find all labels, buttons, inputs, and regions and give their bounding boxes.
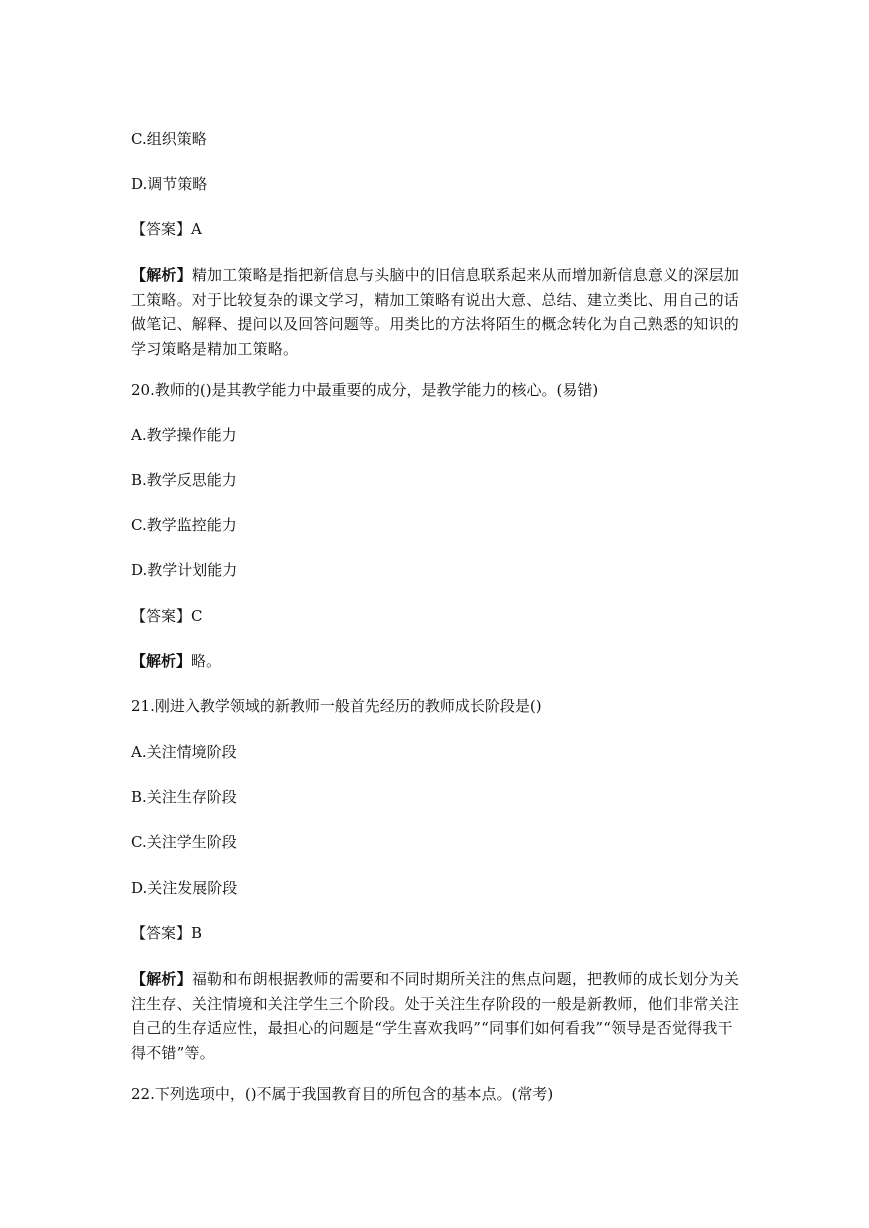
explanation-text: 福勒和布朗根据教师的需要和不同时期所关注的焦点问题，把教师的成长划分为关注生存、关注情境和关注学生三个阶段。处于关注生存阶段的一般是新教师，他们非常关注自己的生存适应性，最担心的问题是“学生喜欢我吗”“同事们如何看我”“领导是否觉得我干得不错”等。 [131,970,740,1062]
answer: 【答案】B [131,924,203,942]
explanation [131,967,743,1065]
option-c: C.教学监控能力 [131,516,237,534]
explanation [131,263,743,361]
option-d: D.教学计划能力 [131,561,238,579]
explanation-text: 精加工策略是指把新信息与头脑中的旧信息联系起来从而增加新信息意义的深层加工策略。对于比较复杂的课文学习，精加工策略有说出大意、总结、建立类比、用自己的话做笔记、解释、提问以及回答问题等。用类比的方法将陌生的概念转化为自己熟悉的知识的学习策略是精加工策略。 [131,266,740,358]
explanation-text: 略。 [191,652,222,670]
explanation-label: 【解析】 [131,652,192,670]
option-b: B.教学反思能力 [131,471,237,489]
question-22: 22.下列选项中，()不属于我国教育目的所包含的基本点。(常考) [131,1085,554,1103]
option-c: C.组织策略 [131,130,207,148]
answer: 【答案】C [131,607,203,625]
option-d: D.关注发展阶段 [131,879,238,897]
option-c: C.关注学生阶段 [131,833,237,851]
explanation [131,650,741,673]
option-a: A.关注情境阶段 [131,743,237,761]
explanation-label: 【解析】 [131,266,192,284]
option-b: B.关注生存阶段 [131,788,237,806]
question-21: 21.刚进入教学领域的新教师一般首先经历的教师成长阶段是() [131,697,542,715]
option-d: D.调节策略 [131,175,208,193]
answer: 【答案】A [131,220,202,238]
option-a: A.教学操作能力 [131,426,237,444]
question-20: 20.教师的()是其教学能力中最重要的成分，是教学能力的核心。(易错) [131,381,599,399]
explanation-label: 【解析】 [131,970,192,988]
